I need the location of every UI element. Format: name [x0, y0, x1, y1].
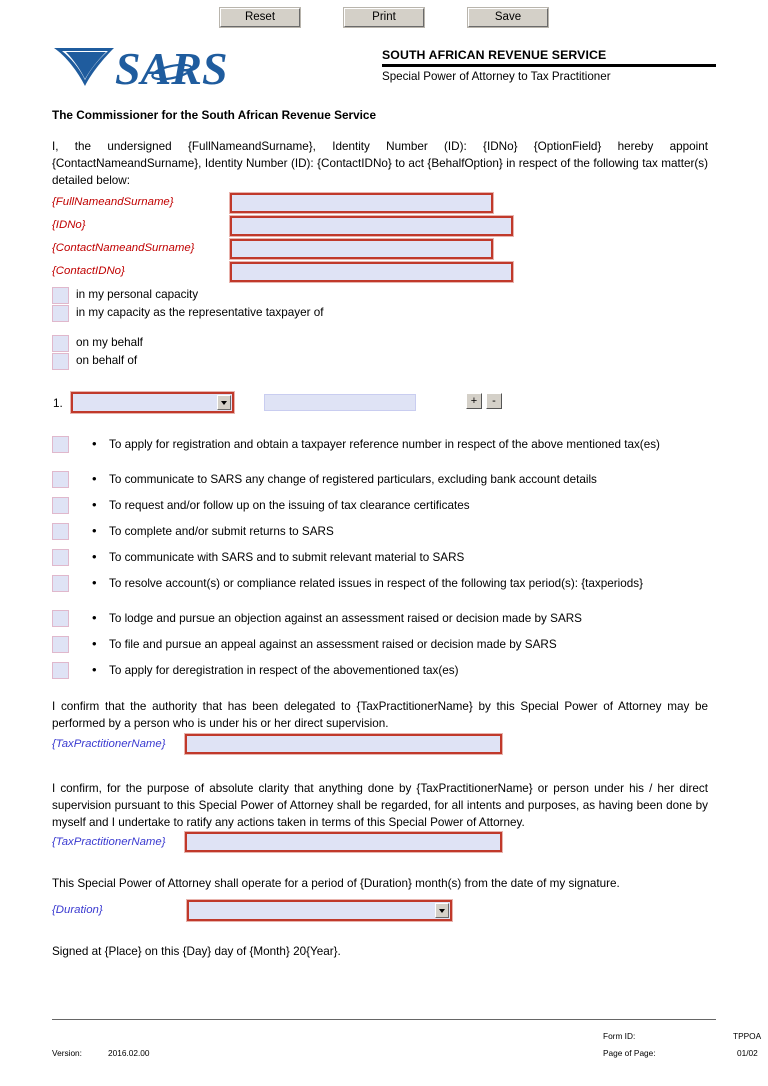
checkbox-representative-capacity[interactable]	[52, 305, 69, 322]
bullet-icon: •	[92, 471, 97, 486]
checkbox-power-8[interactable]	[52, 636, 69, 653]
page-of-page-value: 01/02	[737, 1048, 758, 1058]
field-row-fullname	[52, 192, 552, 215]
commissioner-heading: The Commissioner for the South African Revenue Service	[52, 108, 377, 122]
idno-label: {IDNo}	[52, 219, 86, 231]
remove-row-button[interactable]: -	[486, 393, 502, 409]
power-text-5: To communicate with SARS and to submit relevant material to SARS	[109, 551, 465, 564]
signed-paragraph: Signed at {Place} on this {Day} day of {Month} 20{Year}.	[52, 945, 341, 958]
power-text-4: To complete and/or submit returns to SARS	[109, 525, 334, 538]
bullet-icon: •	[92, 662, 97, 677]
list-item	[52, 434, 716, 457]
power-text-1: To apply for registration and obtain a taxpayer reference number in respect of the above mentioned tax(es)	[109, 438, 660, 451]
list-item	[52, 634, 716, 657]
bullet-icon: •	[92, 610, 97, 625]
bullet-icon: •	[92, 523, 97, 538]
form-id-label: Form ID:	[603, 1031, 636, 1041]
capacity-row-representative	[52, 304, 552, 322]
duration-paragraph: This Special Power of Attorney shall operate for a period of {Duration} month(s) from the date of my signature.	[52, 877, 620, 890]
bullet-icon: •	[92, 636, 97, 651]
save-button[interactable]: Save	[468, 8, 548, 27]
checkbox-power-4[interactable]	[52, 523, 69, 540]
list-item	[52, 521, 716, 544]
power-text-6: To resolve account(s) or compliance related issues in respect of the following tax period(s): {taxperiods}	[109, 577, 643, 590]
list-item	[52, 573, 716, 596]
bullet-icon: •	[92, 497, 97, 512]
capacity-row-personal	[52, 286, 552, 304]
behalf-row-my	[52, 334, 552, 352]
checkbox-power-3[interactable]	[52, 497, 69, 514]
tax-type-row	[52, 392, 552, 416]
checkbox-power-6[interactable]	[52, 575, 69, 592]
page-subtitle: Special Power of Attorney to Tax Practitioner	[382, 69, 611, 83]
power-text-9: To apply for deregistration in respect of the abovementioned tax(es)	[109, 664, 459, 677]
fullname-label: {FullNameandSurname}	[52, 196, 174, 208]
confirmation-paragraph-2: I confirm, for the purpose of absolute clarity that anything done by {TaxPractitionerName} or person under his / her direct supervision pursuant to this Special Power of Attorney shall be regarded, for all intents and purposes, as having been done by myself and I undertake to ratify any actions taken in terms of this Special Power of Attorney.	[52, 782, 708, 829]
capacity-representative-label: in my capacity as the representative taxpayer of	[76, 306, 324, 319]
intro-paragraph: I, the undersigned {FullNameandSurname}, Identity Number (ID): {IDNo} {OptionField} hereby appoint {ContactNameandSurname}, Identity Number (ID): {ContactIDNo} to act {BehalfOption} in respect of the following tax matter(s) detailed below:	[52, 140, 708, 187]
checkbox-on-my-behalf[interactable]	[52, 335, 69, 352]
list-item	[52, 608, 716, 631]
page-of-page-label: Page of Page:	[603, 1048, 656, 1058]
chevron-down-icon[interactable]	[217, 395, 231, 410]
version-label: Version:	[52, 1048, 82, 1058]
behalf-of-label: on behalf of	[76, 354, 138, 367]
tax-type-select[interactable]	[71, 392, 234, 413]
chevron-down-icon[interactable]	[435, 903, 449, 918]
page-title: SOUTH AFRICAN REVENUE SERVICE	[382, 48, 607, 62]
bullet-icon: •	[92, 436, 97, 451]
checkbox-power-5[interactable]	[52, 549, 69, 566]
powers-list	[52, 434, 716, 686]
contactname-input[interactable]	[230, 239, 493, 259]
capacity-options	[52, 286, 552, 322]
idno-input[interactable]	[230, 216, 513, 236]
behalf-row-of	[52, 352, 552, 370]
behalf-options	[52, 334, 552, 370]
field-row-idno	[52, 215, 552, 238]
power-text-2: To communicate to SARS any change of registered particulars, excluding bank account details	[109, 473, 597, 486]
add-row-button[interactable]: +	[466, 393, 482, 409]
checkbox-power-2[interactable]	[52, 471, 69, 488]
header-divider	[382, 64, 716, 67]
header-title-block	[382, 48, 716, 84]
duration-label: {Duration}	[52, 904, 103, 916]
checkbox-on-behalf-of[interactable]	[52, 353, 69, 370]
contactidno-input[interactable]	[230, 262, 513, 282]
field-row-contactidno	[52, 261, 552, 284]
footer-divider	[52, 1019, 716, 1020]
practitioner-input-2[interactable]	[185, 832, 502, 852]
print-button[interactable]: Print	[344, 8, 424, 27]
form-toolbar	[0, 8, 768, 27]
sars-logo	[52, 42, 272, 90]
list-item	[52, 660, 716, 683]
contactidno-label: {ContactIDNo}	[52, 265, 125, 277]
contactname-label: {ContactNameandSurname}	[52, 242, 195, 254]
tax-row-number: 1.	[53, 397, 63, 410]
practitioner-label-1: {TaxPractitionerName}	[52, 738, 166, 750]
reset-button[interactable]: Reset	[220, 8, 300, 27]
svg-text:SARS: SARS	[115, 43, 228, 90]
list-item	[52, 547, 716, 570]
list-item	[52, 495, 716, 518]
checkbox-power-7[interactable]	[52, 610, 69, 627]
form-header	[52, 40, 716, 92]
confirmation-paragraph-1: I confirm that the authority that has been delegated to {TaxPractitionerName} by this Special Power of Attorney may be performed by a person who is under his or her direct supervision.	[52, 700, 708, 730]
form-id-value: TPPOA	[733, 1031, 762, 1041]
practitioner-input-1[interactable]	[185, 734, 502, 754]
field-row-contactname	[52, 238, 552, 261]
identity-fields	[52, 192, 552, 284]
version-value: 2016.02.00	[108, 1048, 150, 1058]
tax-reference-input[interactable]	[264, 394, 416, 411]
checkbox-power-1[interactable]	[52, 436, 69, 453]
list-item	[52, 469, 716, 492]
checkbox-power-9[interactable]	[52, 662, 69, 679]
duration-select[interactable]	[187, 900, 452, 921]
behalf-my-label: on my behalf	[76, 336, 143, 349]
practitioner-label-2: {TaxPractitionerName}	[52, 836, 166, 848]
power-text-3: To request and/or follow up on the issuing of tax clearance certificates	[109, 499, 470, 512]
bullet-icon: •	[92, 549, 97, 564]
bullet-icon: •	[92, 575, 97, 590]
checkbox-personal-capacity[interactable]	[52, 287, 69, 304]
fullname-input[interactable]	[230, 193, 493, 213]
power-text-8: To file and pursue an appeal against an assessment raised or decision made by SARS	[109, 638, 557, 651]
power-text-7: To lodge and pursue an objection against an assessment raised or decision made by SARS	[109, 612, 582, 625]
capacity-personal-label: in my personal capacity	[76, 288, 199, 301]
